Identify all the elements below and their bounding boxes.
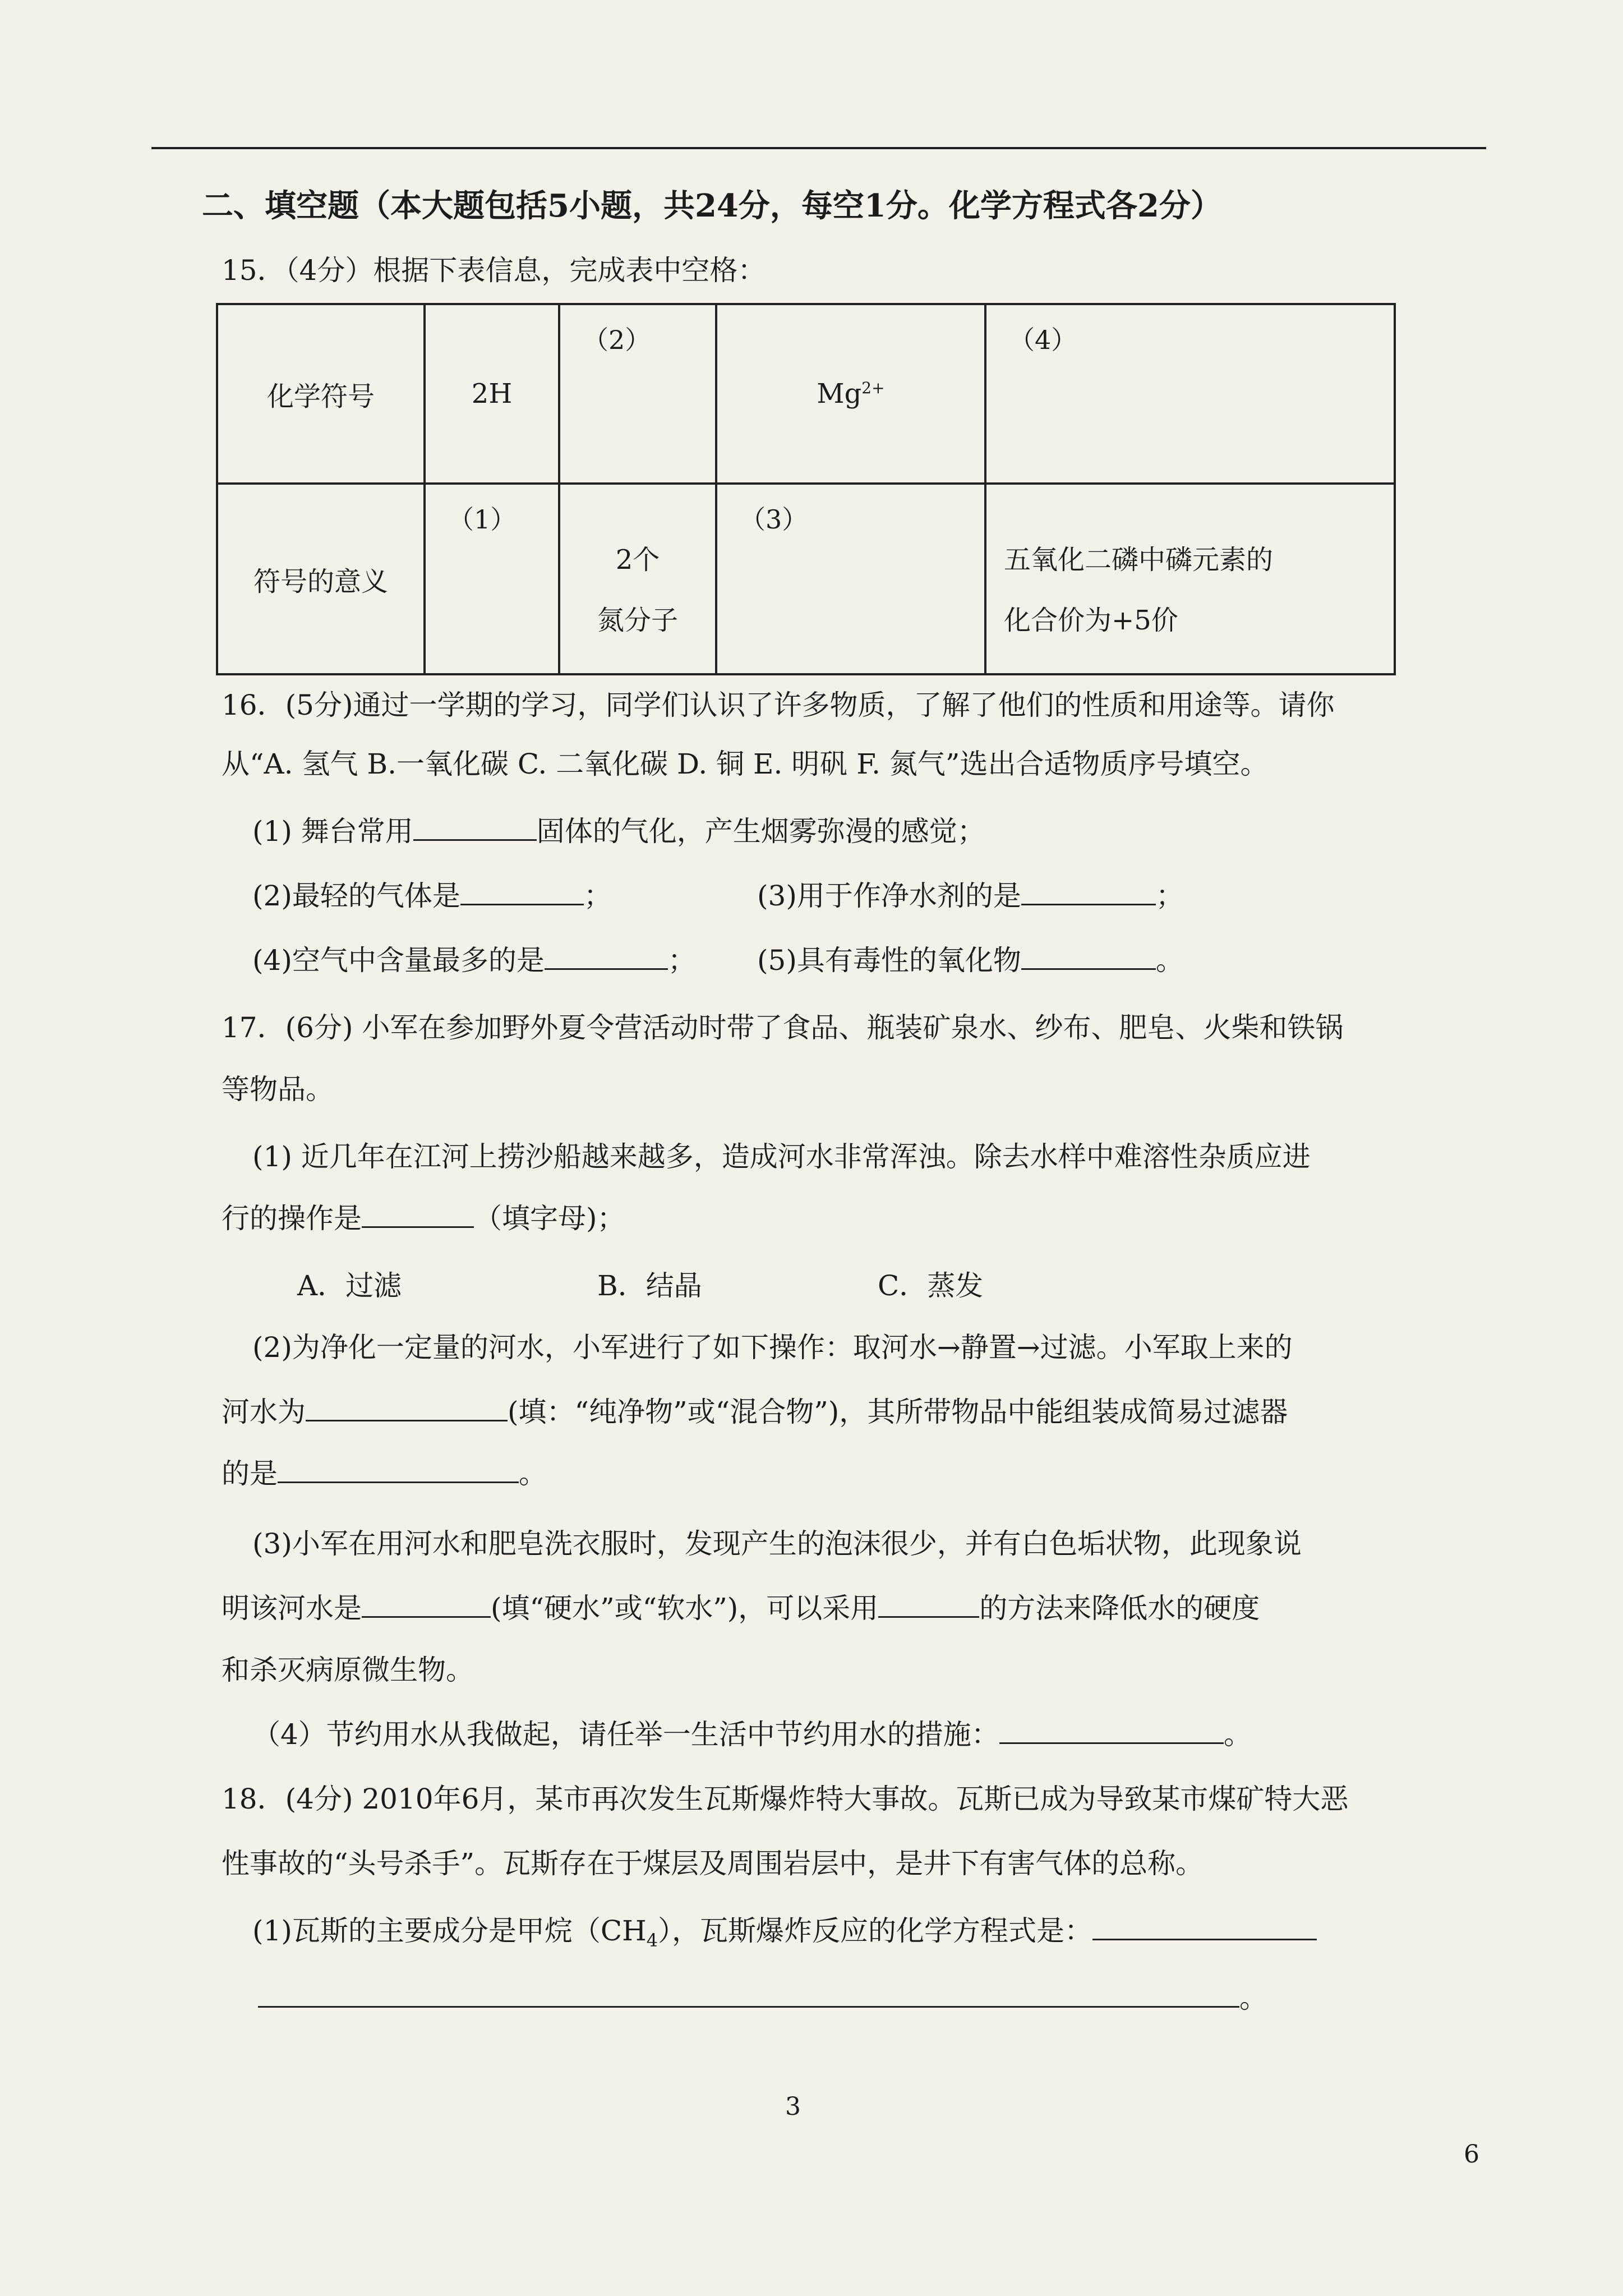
q16-stem-line1: 16．(5分)通过一学期的学习，同学们认识了许多物质，了解了他们的性质和用途等。请你 [222,689,1335,721]
blank-label-1: （1） [448,504,517,535]
cell-symbol-1 [425,304,559,484]
cell-blank-2 [559,304,716,484]
section-title: 二、填空题（本大题包括5小题，共24分，每空1分。化学方程式各2分） [202,187,1222,224]
cell-meaning-4 [985,484,1395,674]
page-number: 3 [785,2092,801,2121]
q16-item1 [252,813,985,849]
q18-stem-line2: 性事故的“头号杀手”。瓦斯存在于煤层及周围岩层中，是井下有害气体的总称。 [222,1847,1204,1880]
q16-item4 [252,942,696,978]
answer-blank[interactable] [413,815,537,841]
mg-charge: 2+ [861,379,885,397]
q18-stem-line1: 18．(4分) 2010年6月，某市再次发生瓦斯爆炸特大事故。瓦斯已成为导致某市煤矿特大恶 [222,1783,1349,1815]
answer-blank[interactable] [1021,879,1156,905]
blank-label-4: （4） [1009,325,1077,355]
meaning-2-text [561,507,714,651]
q18-equation-line [258,1980,1267,2016]
meaning-2-line1: 2个 [615,544,660,576]
answer-blank[interactable] [1092,1914,1317,1940]
q17-p1-line1: (1) 近几年在江河上捞沙船越来越多，造成河水非常浑浊。除去水样中难溶性杂质应进 [252,1140,1311,1173]
symbol-mg-ion [718,378,984,409]
mg-base: Mg [817,378,862,409]
q16-item5-text: (5)具有毒性的氧化物 [757,944,1021,977]
meaning-4-text [987,507,1393,651]
cell-blank-4 [985,304,1395,484]
answer-blank[interactable] [1021,944,1156,970]
q16-item1-prefix: (1) 舞台常用 [252,815,413,848]
blank-label-3: （3） [740,504,808,535]
table-row [217,304,1395,484]
q17-p2-line2 [222,1394,1288,1430]
symbol-2h: 2H [471,378,513,409]
q16-item2-text: (2)最轻的气体是 [252,880,460,912]
q17-p3-line2 [222,1590,1260,1626]
option-a: A．过滤 [297,1269,402,1302]
q16-item3-text: (3)用于作净水剂的是 [757,880,1021,912]
option-b: B．结晶 [597,1269,702,1302]
q15-stem: 15．（4分）根据下表信息，完成表中空格： [222,254,766,287]
answer-blank[interactable] [306,1395,508,1421]
q16-item4-text: (4)空气中含量最多的是 [252,944,545,977]
q16-item5 [757,942,1184,978]
answer-blank[interactable] [999,1718,1224,1744]
ch4-subscript: 4 [646,1930,658,1951]
meaning-4-line2: 化合价为+5价 [1004,605,1178,636]
q16-item2-end: ； [583,880,612,912]
q17-p1-line2 [222,1200,625,1236]
blank-label-2: （2） [583,325,651,355]
corner-page-number: 6 [1464,2140,1479,2169]
q18-p1-end: 。 [1239,1982,1267,2014]
q18-p1-prefix: (1)瓦斯的主要成分是甲烷（CH [252,1915,647,1947]
answer-blank[interactable] [878,1591,979,1618]
option-c: C．蒸发 [878,1269,984,1302]
q16-item1-suffix: 固体的气化，产生烟雾弥漫的感觉； [536,815,985,848]
q17-stem-line2: 等物品。 [222,1073,334,1106]
q16-item5-end: 。 [1155,944,1184,977]
q17-p2-line3 [222,1456,547,1492]
cell-symbol-3 [716,304,985,484]
cell-meaning-2 [559,484,716,674]
q17-stem-line1: 17．(6分) 小军在参加野外夏令营活动时带了食品、瓶装矿泉水、纱布、肥皂、火柴和铁锅 [222,1011,1344,1044]
q17-p3-middle: (填“硬水”或“软水”)，可以采用 [491,1592,879,1625]
answer-blank[interactable] [460,879,584,905]
q17-p2-prefix: 河水为 [222,1396,306,1428]
q17-p1-prefix: 行的操作是 [222,1202,362,1235]
row-label-meaning: 符号的意义 [217,484,425,674]
q17-p4-prefix: （4）节约用水从我做起，请任举一生活中节约用水的措施： [252,1718,999,1751]
cell-blank-3 [716,484,985,674]
table-row [217,484,1395,674]
q16-item3-end: ； [1155,880,1184,912]
q17-p3-suffix: 的方法来降低水的硬度 [979,1592,1260,1625]
answer-blank[interactable] [362,1202,474,1228]
q16-item3 [757,878,1184,914]
q17-p3-line1: (3)小军在用河水和肥皂洗衣服时，发现产生的泡沫很少，并有白色垢状物，此现象说 [252,1527,1302,1560]
q17-p3-prefix: 明该河水是 [222,1592,362,1625]
q17-p4 [252,1717,1252,1752]
q17-p2-line1: (2)为净化一定量的河水，小军进行了如下操作：取河水→静置→过滤。小军取上来的 [252,1331,1293,1364]
answer-blank[interactable] [258,1981,1239,2008]
meaning-4-line1: 五氧化二磷中磷元素的 [1004,544,1274,576]
answer-blank[interactable] [278,1457,519,1483]
q15-table [216,303,1396,675]
meaning-2-line2: 氮分子 [597,605,678,636]
answer-blank[interactable] [545,944,668,970]
q17-p2-suffix: (填：“纯净物”或“混合物”)，其所带物品中能组装成简易过滤器 [508,1396,1288,1428]
cell-blank-1 [425,484,559,674]
q17-p4-end: 。 [1223,1718,1252,1751]
q16-item4-end: ； [667,944,696,977]
header-rule [151,147,1486,149]
q17-p1-suffix: （填字母)； [474,1202,625,1235]
q17-p3-line3: 和杀灭病原微生物。 [222,1654,474,1686]
q18-p1 [252,1913,1317,1958]
answer-blank[interactable] [362,1591,491,1618]
row-label-symbol: 化学符号 [217,304,425,484]
q16-stem-line2: 从“A. 氢气 B.一氧化碳 C. 二氧化碳 D. 铜 E. 明矾 F. 氮气”选出合适物质序号填空。 [222,748,1269,780]
q18-p1-suffix: ），瓦斯爆炸反应的化学方程式是： [658,1915,1093,1947]
q16-item2 [252,878,612,914]
q17-p2-line3-end: 。 [519,1457,547,1490]
q17-p2-line3-prefix: 的是 [222,1457,278,1490]
